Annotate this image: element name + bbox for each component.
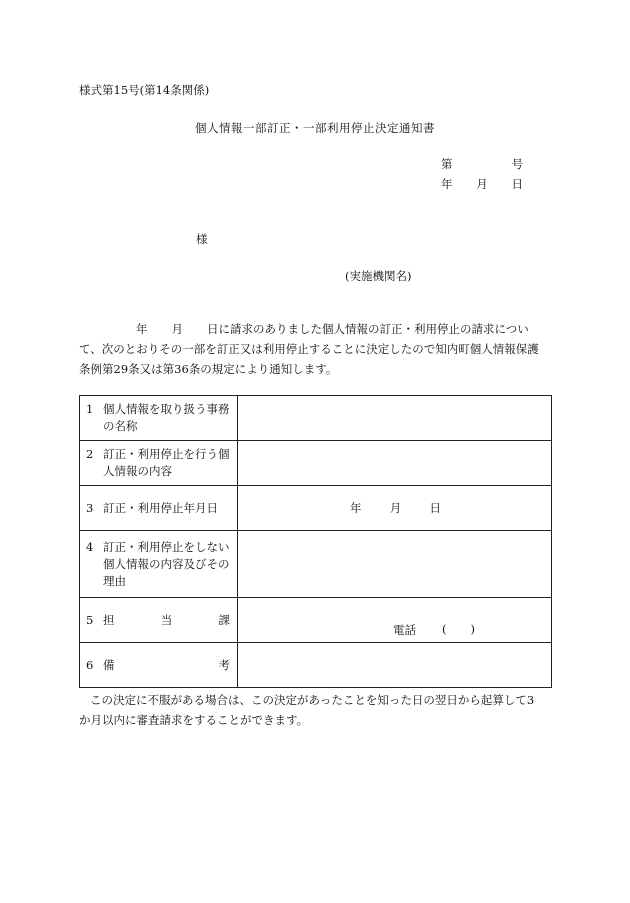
row-number: 5: [86, 612, 94, 627]
doc-date-year: 年: [441, 177, 453, 191]
reason-value-cell: [238, 531, 552, 598]
row-number: 1: [86, 402, 94, 416]
table-row-reason: [80, 531, 552, 598]
row-number: 2: [86, 447, 94, 461]
date-year: 年: [350, 501, 362, 515]
table-row-content: [80, 441, 552, 486]
body-date-year: 年: [136, 322, 148, 336]
remarks-value-cell: [238, 643, 552, 688]
document-number: [441, 156, 523, 172]
remarks-char-2: 考: [218, 657, 230, 672]
body-line-2: て、次のとおりその一部を訂正又は利用停止することに決定したので知内町個人情報保護: [79, 342, 539, 356]
row-label: 訂正・利用停止年月日: [103, 500, 218, 515]
reason-label-cell: [80, 531, 238, 598]
body-line-3: 条例第29条又は第36条の規定により通知します。: [79, 362, 338, 376]
office-label-cell: [80, 396, 238, 441]
doc-number-suffix: 号: [511, 157, 523, 171]
date-day: 日: [429, 501, 441, 515]
doc-number-prefix: 第: [441, 157, 453, 171]
table-row-remarks: [80, 643, 552, 688]
department-label-cell: [80, 598, 238, 643]
body-line-1: [79, 319, 551, 339]
doc-date-day: 日: [511, 177, 523, 191]
department-value-cell: [238, 598, 552, 643]
form-number: 様式第15号(第14条関係): [79, 83, 210, 97]
appeal-notice: [79, 690, 551, 730]
dept-char-1: 担: [103, 612, 115, 627]
row-label: 訂正・利用停止を行う個人情報の内容: [103, 447, 230, 478]
body-date-month: 月: [171, 322, 183, 336]
content-value-cell: [238, 441, 552, 486]
content-label-cell: [80, 441, 238, 486]
notice-body: [79, 319, 551, 379]
remarks-char-1: 備: [103, 657, 115, 672]
row-label: 訂正・利用停止をしない個人情報の内容及びその理由: [103, 539, 230, 588]
row-label: 個人情報を取り扱う事務の名称: [103, 402, 230, 433]
date-value-cell: [238, 486, 552, 531]
date-label-cell: [80, 486, 238, 531]
row-number: 6: [86, 657, 94, 672]
agency-name: (実施機関名): [345, 269, 412, 283]
dept-char-2: 当: [160, 612, 173, 627]
footer-line-2: か月以内に審査請求をすることができます。: [79, 713, 309, 727]
body-line-1-text: 日に請求のありました個人情報の訂正・利用停止の請求につい: [207, 322, 529, 336]
row-number: 4: [86, 539, 94, 554]
table-row-date: [80, 486, 552, 531]
table-row-department: [80, 598, 552, 643]
footer-line-1: この決定に不服がある場合は、この決定があったことを知った日の翌日から起算して3: [90, 693, 535, 707]
doc-date-month: 月: [476, 177, 488, 191]
office-value-cell: [238, 396, 552, 441]
phone-close-paren: ): [470, 622, 475, 636]
document-title: 個人情報一部訂正・一部利用停止決定通知書: [195, 121, 435, 135]
notice-table: [79, 395, 552, 688]
row-number: 3: [86, 500, 94, 515]
date-month: 月: [389, 501, 402, 515]
phone-open-paren: (: [442, 622, 447, 636]
remarks-label-cell: [80, 643, 238, 688]
phone-label: 電話: [393, 623, 416, 637]
addressee: 様: [196, 232, 208, 246]
dept-char-3: 課: [218, 612, 230, 627]
document-date: [441, 176, 523, 192]
table-row-office: [80, 396, 552, 441]
